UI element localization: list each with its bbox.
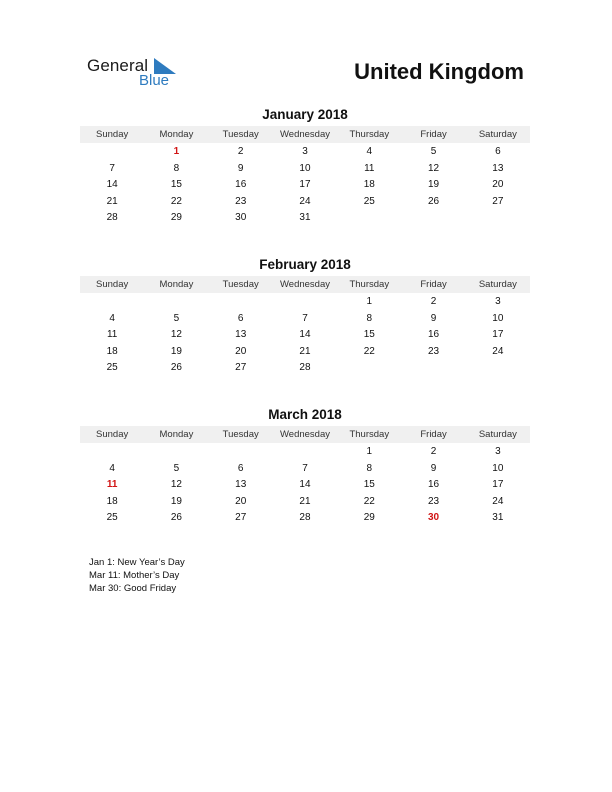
- day-cell: 23: [235, 195, 247, 207]
- day-cell: 8: [173, 162, 180, 174]
- empty-day-cell: [80, 444, 144, 461]
- day-cell: 17: [492, 329, 504, 340]
- day-cell: 15: [363, 479, 375, 490]
- day-cell: 25: [106, 362, 118, 373]
- day-cell: 4: [109, 312, 115, 324]
- weekday-label: Saturday: [478, 129, 517, 140]
- empty-day-cell: [144, 444, 208, 461]
- weekday-label: Friday: [420, 429, 447, 440]
- day-cell: 26: [428, 195, 440, 207]
- country-title: United Kingdom: [354, 59, 524, 84]
- logo-general-text: General: [87, 56, 149, 75]
- day-cell: 2: [430, 296, 437, 307]
- day-cell: 2: [430, 446, 437, 457]
- day-cell: 27: [492, 195, 504, 207]
- day-cell: 27: [235, 512, 247, 523]
- weekday-label: Saturday: [478, 429, 517, 440]
- weekday-label: Tuesday: [222, 429, 259, 440]
- weekday-label: Monday: [159, 279, 194, 290]
- day-cell: 29: [170, 212, 182, 223]
- weekday-label: Monday: [159, 429, 194, 440]
- day-cell: 13: [235, 329, 247, 340]
- empty-day-cell: [273, 294, 337, 311]
- day-cell: 15: [363, 329, 375, 340]
- weekday-label: Tuesday: [222, 279, 259, 290]
- day-cell: 22: [170, 195, 182, 207]
- weekday-header-row: [80, 126, 530, 143]
- day-cell: 19: [170, 345, 182, 357]
- day-grid: [80, 143, 530, 227]
- holiday-note: Mar 11: Mother’s Day: [89, 570, 180, 581]
- day-cell: 21: [299, 345, 311, 357]
- day-cell: 2: [237, 146, 244, 157]
- day-cell: 31: [492, 512, 504, 523]
- day-cell: 17: [492, 479, 504, 490]
- day-cell: 14: [299, 479, 311, 490]
- day-cell: 26: [170, 362, 182, 373]
- logo: [87, 56, 197, 92]
- empty-day-cell: [144, 294, 208, 311]
- day-cell: 11: [364, 162, 375, 174]
- weekday-header-row: [80, 276, 530, 293]
- weekday-label: Tuesday: [222, 129, 259, 140]
- day-cell: 10: [492, 462, 504, 474]
- day-cell: 7: [302, 462, 308, 474]
- holiday-notes: [89, 556, 185, 595]
- month-title: March 2018: [268, 407, 342, 422]
- day-cell: 18: [106, 495, 118, 507]
- day-cell: 8: [366, 312, 373, 324]
- weekday-label: Thursday: [349, 129, 390, 140]
- day-cell: 19: [428, 179, 440, 190]
- empty-day-cell: [80, 294, 144, 311]
- day-cell: 1: [366, 446, 373, 457]
- empty-day-cell: [273, 444, 337, 461]
- day-cell: 24: [492, 495, 504, 507]
- empty-day-cell: [80, 144, 144, 161]
- day-cell: 24: [492, 345, 504, 357]
- day-cell: 25: [363, 195, 375, 207]
- day-cell: 28: [299, 512, 311, 523]
- weekday-label: Thursday: [349, 429, 390, 440]
- day-cell: 5: [430, 146, 437, 157]
- day-cell: 24: [299, 195, 311, 207]
- holiday-note: Jan 1: New Year’s Day: [89, 557, 185, 568]
- day-cell: 12: [170, 479, 182, 490]
- day-cell: 22: [363, 495, 375, 507]
- day-cell: 7: [109, 162, 115, 174]
- weekday-label: Sunday: [96, 429, 129, 440]
- day-cell: 4: [366, 146, 373, 157]
- day-cell: 5: [173, 462, 180, 474]
- day-cell: 3: [495, 296, 501, 307]
- weekday-label: Wednesday: [279, 279, 330, 290]
- day-cell: 10: [492, 312, 504, 324]
- day-cell: 1: [366, 296, 373, 307]
- day-cell: 14: [106, 179, 118, 190]
- day-cell: 23: [428, 345, 440, 357]
- empty-day-cell: [209, 444, 273, 461]
- day-cell: 16: [428, 329, 440, 340]
- day-cell: 21: [299, 495, 311, 507]
- day-cell: 13: [492, 162, 504, 174]
- weekday-label: Saturday: [478, 279, 517, 290]
- day-cell: 20: [235, 495, 247, 507]
- day-cell: 6: [495, 146, 501, 157]
- day-cell: 19: [170, 495, 182, 507]
- weekday-label: Thursday: [349, 279, 390, 290]
- day-cell: 13: [235, 479, 247, 490]
- logo-blue-text: Blue: [139, 72, 170, 89]
- month-march: [80, 406, 530, 527]
- weekday-label: Sunday: [96, 279, 129, 290]
- day-cell: 8: [366, 462, 373, 474]
- day-cell: 9: [430, 312, 437, 324]
- day-cell: 16: [235, 179, 247, 190]
- day-cell: 16: [428, 479, 440, 490]
- holiday-note: Mar 30: Good Friday: [89, 583, 177, 594]
- day-grid: [80, 443, 530, 527]
- empty-day-cell: [209, 294, 273, 311]
- month-january: [80, 106, 530, 227]
- weekday-label: Sunday: [96, 129, 129, 140]
- day-cell: 18: [106, 345, 118, 357]
- day-cell: 20: [492, 179, 504, 190]
- day-cell: 18: [363, 179, 375, 190]
- day-cell: 20: [235, 345, 247, 357]
- day-cell: 6: [237, 312, 244, 324]
- day-cell: 5: [173, 312, 180, 324]
- day-cell: 14: [299, 329, 311, 340]
- day-cell: 28: [106, 212, 118, 223]
- day-cell: 12: [428, 162, 440, 174]
- day-cell: 6: [237, 462, 244, 474]
- holiday-day-cell: 1: [173, 146, 180, 157]
- day-cell: 7: [302, 312, 308, 324]
- day-cell: 29: [363, 512, 375, 523]
- day-grid: [80, 293, 530, 377]
- weekday-label: Wednesday: [279, 129, 330, 140]
- day-cell: 9: [430, 462, 437, 474]
- month-february: [80, 256, 530, 377]
- day-cell: 23: [428, 495, 440, 507]
- holiday-day-cell: 11: [106, 479, 118, 490]
- day-cell: 11: [106, 329, 118, 340]
- day-cell: 4: [109, 462, 115, 474]
- day-cell: 22: [363, 345, 375, 357]
- day-cell: 31: [299, 212, 311, 223]
- day-cell: 17: [299, 179, 311, 190]
- weekday-label: Wednesday: [279, 429, 330, 440]
- month-title: January 2018: [262, 107, 348, 122]
- day-cell: 30: [235, 212, 247, 223]
- weekday-label: Friday: [420, 129, 447, 140]
- day-cell: 27: [235, 362, 247, 373]
- weekday-label: Friday: [420, 279, 447, 290]
- day-cell: 3: [302, 146, 308, 157]
- weekday-header-row: [80, 426, 530, 443]
- day-cell: 26: [170, 512, 182, 523]
- weekday-label: Monday: [159, 129, 194, 140]
- day-cell: 3: [495, 446, 501, 457]
- day-cell: 9: [237, 162, 244, 174]
- day-cell: 10: [299, 162, 311, 174]
- day-cell: 12: [170, 329, 182, 340]
- day-cell: 25: [106, 512, 118, 523]
- month-title: February 2018: [259, 257, 351, 272]
- holiday-day-cell: 30: [428, 512, 440, 523]
- day-cell: 28: [299, 362, 311, 373]
- day-cell: 21: [106, 195, 118, 207]
- day-cell: 15: [170, 179, 182, 190]
